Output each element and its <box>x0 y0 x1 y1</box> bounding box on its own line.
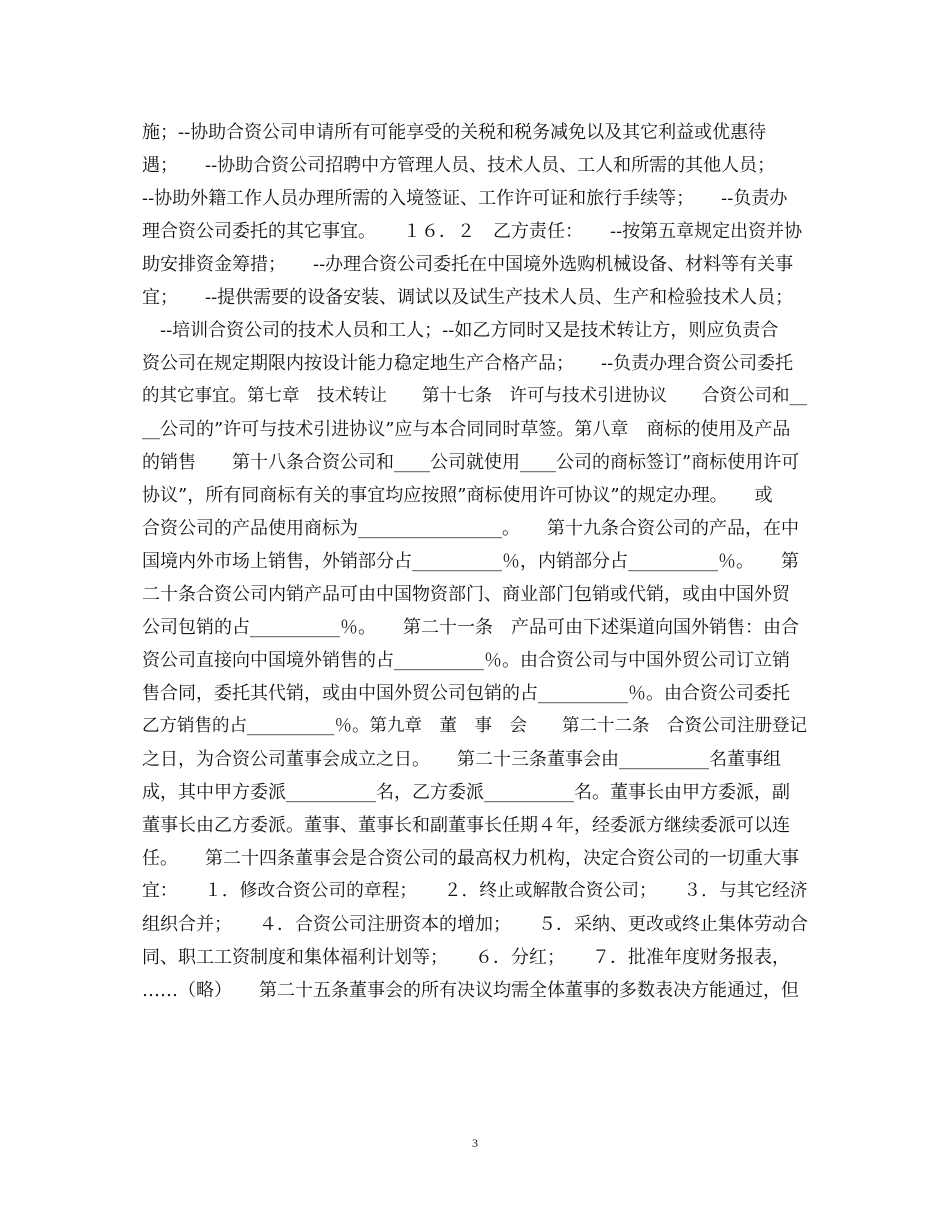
text-line: 宜； --提供需要的设备安装、调试以及试生产技术人员、生产和检验技术人员； <box>142 287 794 308</box>
text-line: 售合同，委托其代销，或由中国外贸公司包销的占__________％。由合资公司委托 <box>142 683 790 704</box>
text-line: 合资公司的产品使用商标为________________。 第十九条合资公司的产品，在中 <box>142 518 799 539</box>
text-line: 之日，为合资公司董事会成立之日。 第二十三条董事会由__________名董事组 <box>142 749 781 770</box>
text-line: 宜： １．修改合资公司的章程； ２．终止或解散合资公司； ３．与其它经济 <box>142 881 808 901</box>
text-line: 施；--协助合资公司申请所有可能享受的关税和税务减免以及其它利益或优惠待 <box>142 122 767 143</box>
text-line: 国境内外市场上销售，外销部分占__________％，内销部分占__________％。 第 <box>142 551 799 572</box>
text-line: 的其它事宜。第七章 技术转让 第十七条 许可与技术引进协议 合资公司和__ <box>142 386 807 406</box>
text-line: 资公司在规定期限内按设计能力稳定地生产合格产品； --负责办理合资公司委托 <box>142 353 794 374</box>
text-line: 同、职工工资制度和集体福利计划等； ６．分红； ７．批准年度财务报表， <box>142 947 790 968</box>
text-line: 二十条合资公司内销产品可由中国物资部门、商业部门包销或代销，或由中国外贸 <box>142 584 790 605</box>
text-line: ……（略） 第二十五条董事会的所有决议均需全体董事的多数表决方能通过，但 <box>142 980 799 1001</box>
text-line: 协议”，所有同商标有关的事宜均应按照”商标使用许可协议”的规定办理。 或 <box>142 485 773 506</box>
text-line: 任。 第二十四条董事会是合资公司的最高权力机构，决定合资公司的一切重大事 <box>142 848 799 869</box>
text-line: 的销售 第十八条合资公司和____公司就使用____公司的商标签订”商标使用许可 <box>142 452 800 473</box>
body-text <box>142 116 814 1007</box>
text-line: --培训合资公司的技术人员和工人；--如乙方同时又是技术转让方，则应负责合 <box>142 320 779 341</box>
text-line: 董事长由乙方委派。董事、董事长和副董事长任期４年，经委派方继续委派可以连 <box>142 815 790 836</box>
text-line: 理合资公司委托的其它事宜。 １６．２ 乙方责任： --按第五章规定出资并协 <box>142 221 803 242</box>
text-line: __公司的”许可与技术引进协议”应与本合同同时草签。第八章 商标的使用及产品 <box>142 419 791 440</box>
text-line: 资公司直接向中国境外销售的占__________％。由合资公司与中国外贸公司订立销 <box>142 650 790 671</box>
text-line: --协助外籍工作人员办理所需的入境签证、工作许可证和旅行手续等； --负责办 <box>142 188 788 209</box>
page-number: 3 <box>472 1136 478 1150</box>
text-line: 公司包销的占__________％。 第二十一条 产品可由下述渠道向国外销售：由合 <box>142 617 799 638</box>
text-line: 组织合并； ４．合资公司注册资本的增加； ５．采纳、更改或终止集体劳动合 <box>142 914 808 935</box>
text-line: 助安排资金筹措； --办理合资公司委托在中国境外选购机械设备、材料等有关事 <box>142 254 794 275</box>
text-line: 成，其中甲方委派__________名，乙方委派__________名。董事长由甲方委派，副 <box>142 782 790 803</box>
text-line: 乙方销售的占__________％。第九章 董 事 会 第二十二条 合资公司注册登记 <box>142 716 807 736</box>
text-line: 遇； --协助合资公司招聘中方管理人员、技术人员、工人和所需的其他人员； <box>142 155 776 176</box>
